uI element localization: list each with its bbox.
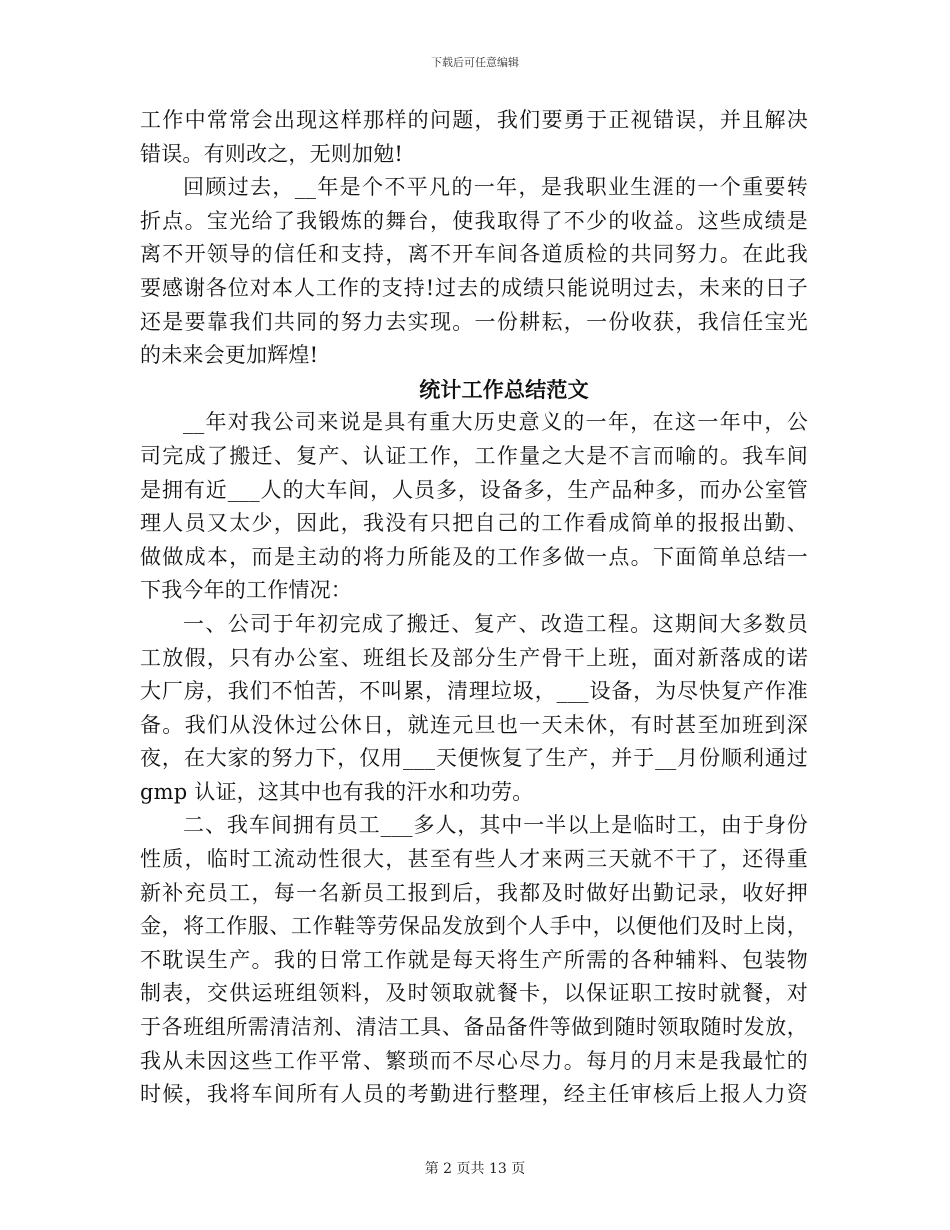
section-title: 统计工作总结范文	[419, 376, 589, 402]
text-line: 我从未因这些工作平常、繁琐而不尽心尽力。每月的月末是我最忙的	[140, 1048, 808, 1073]
text-line: 于各班组所需清洁剂、清洁工具、备品备件等做到随时领取随时发放，	[140, 1015, 808, 1040]
paragraph-first-line: 回顾过去，__年是个不平凡的一年，是我职业生涯的一个重要转	[183, 175, 808, 200]
text-line: 做做成本，而是主动的将力所能及的工作多做一点。下面简单总结一	[140, 544, 808, 569]
page-header: 下载后可任意编辑	[431, 56, 519, 69]
text-line: 理人员又太少，因此，我没有只把自己的工作看成简单的报报出勤、	[140, 511, 808, 536]
text-line: 还是要靠我们共同的努力去实现。一份耕耘，一份收获，我信任宝光	[140, 309, 808, 334]
text-line: 折点。宝光给了我锻炼的舞台，使我取得了不少的收益。这些成绩是	[140, 208, 808, 233]
text-line: 下我今年的工作情况：	[140, 578, 352, 603]
text-line: 夜，在大家的努力下，仅用___天便恢复了生产，并于__月份顺利通过	[140, 746, 808, 771]
text-line: 性质，临时工流动性很大，甚至有些人才来两三天就不干了，还得重	[140, 847, 808, 872]
text-line: 错误。有则改之，无则加勉!	[140, 141, 404, 166]
text-line: 司完成了搬迁、复产、认证工作，工作量之大是不言而喻的。我车间	[140, 443, 808, 468]
text-line: 要感谢各位对本人工作的支持!过去的成绩只能说明过去，未来的日子	[140, 275, 808, 300]
text-line: 工作中常常会出现这样那样的问题，我们要勇于正视错误，并且解决	[140, 108, 808, 132]
text-line: 时候，我将车间所有人员的考勤进行整理，经主任审核后上报人力资	[140, 1082, 808, 1107]
document-body	[140, 104, 808, 1112]
text-line: 工放假，只有办公室、班组长及部分生产骨干上班，面对新落成的诺	[140, 645, 808, 670]
text-line: 新补充员工，每一名新员工报到后，我都及时做好出勤记录，收好押	[140, 880, 808, 905]
text-line: 的未来会更加辉煌!	[140, 343, 319, 368]
paragraph-first-line: 一、公司于年初完成了搬迁、复产、改造工程。这期间大多数员	[183, 611, 808, 636]
text-line: 是拥有近___人的大车间，人员多，设备多，生产品种多，而办公室管	[140, 477, 808, 502]
text-line: 大厂房，我们不怕苦，不叫累，清理垃圾，___设备，为尽快复产作准	[140, 679, 808, 704]
text-line: 备。我们从没休过公休日，就连元旦也一天未休，有时甚至加班到深	[140, 712, 808, 737]
text-line: gmp 认证，这其中也有我的汗水和功劳。	[140, 779, 534, 804]
text-line: 不耽误生产。我的日常工作就是每天将生产所需的各种辅料、包装物	[140, 947, 808, 972]
paragraph-first-line: __年对我公司来说是具有重大历史意义的一年，在这一年中，公	[183, 410, 808, 435]
text-line: 离不开领导的信任和支持，离不开车间各道质检的共同努力。在此我	[140, 242, 808, 267]
text-line: 金，将工作服、工作鞋等劳保品发放到个人手中，以便他们及时上岗，	[140, 914, 808, 939]
paragraph-first-line: 二、我车间拥有员工___多人，其中一半以上是临时工，由于身份	[183, 813, 808, 838]
page-footer: 第 2 页共 13 页	[424, 1161, 526, 1177]
text-line: 制表，交供运班组领料，及时领取就餐卡，以保证职工按时就餐，对	[140, 981, 808, 1006]
